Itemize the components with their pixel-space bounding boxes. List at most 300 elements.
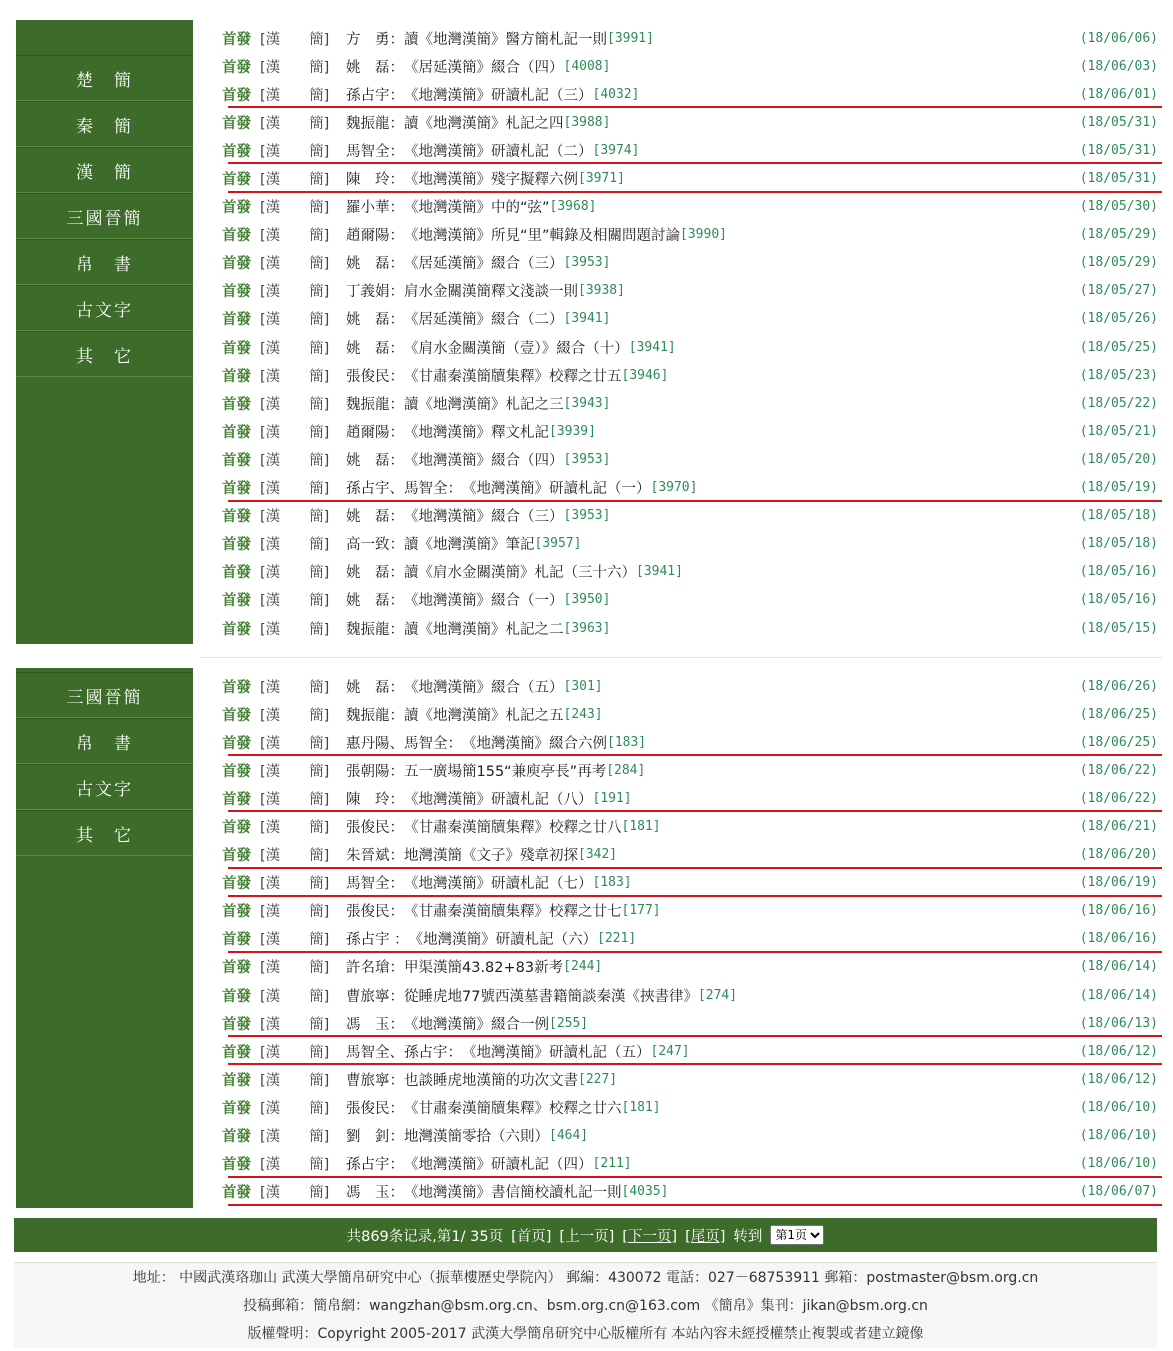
article-date: (18/05/31) [1079,171,1158,187]
article-author: 姚 磊： [346,340,404,357]
view-count: [211] [592,1156,632,1172]
view-count: [3953] [563,451,611,467]
article-title-link[interactable]: 《肩水金關漢簡（壹）》綴合（十） [404,340,629,357]
article-author: 孫占宇、馬智全： [346,481,462,498]
list-item[interactable] [222,558,1162,586]
first-tag: 首發 [222,620,251,638]
article-author: 姚 磊： [346,565,404,582]
category-tag: [漢 簡] [260,960,330,977]
list-item[interactable] [222,164,1162,192]
view-count: [243] [563,706,603,722]
sidebar-nav-item[interactable] [16,764,193,810]
article-date: (18/05/23) [1079,367,1158,383]
category-tag: [漢 簡] [260,115,330,132]
list-item[interactable] [222,136,1162,164]
article-date: (18/06/25) [1079,706,1158,722]
sidebar-nav-item[interactable] [16,101,193,147]
article-title-link[interactable]: 《地灣漢簡》研讀札記（三） [404,87,593,104]
list-item[interactable] [222,925,1162,953]
view-count: [247] [650,1043,690,1059]
article-author: 羅小華： [346,200,404,217]
article-date: (18/06/22) [1079,762,1158,778]
sidebar-nav-item[interactable] [16,718,193,764]
article-author: 張俊民： [346,368,404,385]
list-item[interactable] [222,221,1162,249]
article-date: (18/05/18) [1079,508,1158,524]
list-item[interactable] [222,530,1162,558]
article-title-link[interactable]: 《地灣漢簡》書信簡校讀札記一則 [404,1185,622,1202]
category-tag: [漢 簡] [260,679,330,696]
first-tag: 首發 [222,1015,251,1033]
article-author: 魏振龍： [346,621,404,638]
first-tag: 首發 [222,592,251,610]
list-item[interactable] [222,1065,1162,1093]
category-tag: [漢 簡] [260,228,330,245]
list-item[interactable] [222,249,1162,277]
article-title-link[interactable]: 《地灣漢簡》綴合一例 [404,1016,549,1033]
article-title-link[interactable]: 地灣漢簡《文子》殘章初探 [404,848,578,865]
article-date: (18/06/03) [1079,58,1158,74]
article-date: (18/05/16) [1079,592,1158,608]
article-list-section-2 [0,660,1173,1220]
first-tag: 首發 [222,58,251,76]
sidebar-nav-item[interactable] [16,55,193,101]
view-count: [183] [607,734,647,750]
category-tag: [漢 簡] [260,988,330,1005]
article-title-link[interactable]: 從睡虎地77號西漢墓書籍簡談秦漢《挾書律》 [404,988,698,1005]
list-item[interactable] [222,474,1162,502]
list-item[interactable] [222,1178,1162,1206]
article-title-link[interactable]: 《居延漢簡》綴合（二） [404,312,564,329]
article-author: 馬智全： [346,876,404,893]
category-tag: [漢 簡] [260,565,330,582]
first-tag: 首發 [222,762,251,780]
sidebar-nav-label: 楚 簡 [76,70,133,91]
category-tag: [漢 簡] [260,143,330,160]
article-title-link[interactable]: 《地灣漢簡》綴合（四） [404,452,564,469]
article-date: (18/06/26) [1079,678,1158,694]
goto-label: 转到 [733,1228,763,1245]
article-author: 魏振龍： [346,115,404,132]
list-item[interactable] [222,728,1162,756]
article-author: 姚 磊： [346,256,404,273]
article-date: (18/05/29) [1079,227,1158,243]
sidebar-nav-item[interactable] [16,672,193,718]
list-item[interactable] [222,333,1162,361]
first-tag: 首發 [222,790,251,808]
article-author: 陳 玲： [346,172,404,189]
list-item[interactable] [222,52,1162,80]
footer-address: 地址： 中國武漢珞珈山 武漢大學簡帛研究中心（振華樓歷史學院內） 郵編：430072 電話：027－68753911 郵箱：postmaster@bsm.org.cn [132,1270,1039,1286]
article-date: (18/06/01) [1079,86,1158,102]
article-author: 張俊民： [346,820,404,837]
category-tag: [漢 簡] [260,452,330,469]
view-count: [221] [597,931,637,947]
view-count: [4035] [621,1184,669,1200]
first-tag: 首發 [222,508,251,526]
article-author: 姚 磊： [346,59,404,76]
article-date: (18/06/14) [1079,987,1158,1003]
first-tag: 首發 [222,734,251,752]
first-tag: 首發 [222,1128,251,1146]
category-tag: [漢 簡] [260,509,330,526]
category-tag: [漢 簡] [260,424,330,441]
first-tag: 首發 [222,1099,251,1117]
article-title-link[interactable]: 讀《地灣漢簡》札記之四 [404,115,564,132]
article-date: (18/06/25) [1079,734,1158,750]
article-date: (18/06/21) [1079,819,1158,835]
article-title-link[interactable]: 《甘肅秦漢簡牘集釋》校釋之廿五 [404,368,622,385]
view-count: [3946] [621,367,669,383]
list-item[interactable] [222,389,1162,417]
article-author: 孫占宇： [346,87,404,104]
divider [0,650,1173,660]
list-item[interactable] [222,1037,1162,1065]
article-date: (18/06/19) [1079,875,1158,891]
view-count: [3953] [563,255,611,271]
article-title-link[interactable]: 五一廣場簡155“兼庾亭長”再考 [404,763,607,780]
article-author: 張俊民： [346,1100,404,1117]
category-tag: [漢 簡] [260,791,330,808]
view-count: [181] [621,819,661,835]
article-date: (18/06/16) [1079,903,1158,919]
view-count: [227] [578,1071,618,1087]
first-tag: 首發 [222,1071,251,1089]
first-tag: 首發 [222,423,251,441]
first-tag: 首發 [222,339,251,357]
list-item[interactable] [222,700,1162,728]
view-count: [3957] [534,536,582,552]
article-author: 馮 玉： [346,1185,404,1202]
first-tag: 首發 [222,367,251,385]
list-item[interactable] [222,672,1162,700]
article-author: 魏振龍： [346,707,404,724]
article-title-link[interactable]: 《地灣漢簡》中的“弦” [404,200,550,217]
sidebar-nav-item[interactable] [16,147,193,193]
first-tag: 首發 [222,30,251,48]
view-count: [3943] [563,395,611,411]
article-title-link[interactable]: 讀《地灣漢簡》醫方簡札記一則 [404,31,607,48]
category-tag: [漢 簡] [260,848,330,865]
view-count: [3968] [549,199,597,215]
article-date: (18/05/20) [1079,451,1158,467]
first-tag: 首發 [222,114,251,132]
first-tag: 首發 [222,227,251,245]
sidebar-nav-label: 古文字 [76,300,133,321]
first-tag: 首發 [222,283,251,301]
view-count: [3990] [680,227,727,243]
article-list-section-1 [0,0,1173,650]
view-count: [274] [697,987,738,1003]
first-tag: 首發 [222,875,251,893]
category-sidebar [16,20,193,644]
view-count: [3941] [628,339,676,355]
list-item[interactable] [222,981,1162,1009]
category-tag: [漢 簡] [260,876,330,893]
first-tag: 首發 [222,1184,251,1202]
view-count: [3971] [578,171,625,187]
first-tag: 首發 [222,1156,251,1174]
article-date: (18/06/07) [1079,1184,1158,1200]
list-item[interactable] [222,108,1162,136]
first-tag: 首發 [222,311,251,329]
article-author: 高一致： [346,537,404,554]
list-item[interactable] [222,361,1162,389]
view-count: [181] [621,1099,661,1115]
article-title-link[interactable]: 讀《地灣漢簡》札記之三 [404,396,564,413]
article-title-link[interactable]: 《甘肅秦漢簡牘集釋》校釋之廿八 [404,820,622,837]
article-title-link[interactable]: 《地灣漢簡》綴合（三） [404,509,564,526]
article-title-link[interactable]: 《地灣漢簡》研讀札記（四） [404,1157,593,1174]
sidebar-nav-item[interactable] [16,193,193,239]
sidebar-nav-item[interactable] [16,810,193,856]
divider-line [200,657,1162,658]
site-footer [14,1262,1157,1348]
article-author: 姚 磊： [346,452,404,469]
category-tag: [漢 簡] [260,932,330,949]
article-title-link[interactable]: 《地灣漢簡》釋文札記 [404,424,549,441]
category-tag: [漢 簡] [260,1044,330,1061]
article-author: 姚 磊： [346,509,404,526]
category-tag: [漢 簡] [260,537,330,554]
sidebar-nav-label: 古文字 [76,779,133,800]
article-date: (18/06/22) [1079,790,1158,806]
article-date: (18/05/25) [1079,339,1158,355]
category-tag: [漢 簡] [260,904,330,921]
article-author: 姚 磊： [346,593,404,610]
article-title-link[interactable]: 《地灣漢簡》所見“里”輯錄及相關問題討論 [404,228,681,245]
category-sidebar [16,668,193,1208]
list-item[interactable] [222,24,1162,52]
list-item[interactable] [222,1150,1162,1178]
list-item[interactable] [222,841,1162,869]
view-count: [3963] [563,620,611,636]
article-author: 姚 磊： [346,312,404,329]
article-author: 惠丹陽、馬智全： [346,735,462,752]
article-author: 魏振龍： [346,396,404,413]
category-tag: [漢 簡] [260,396,330,413]
view-count: [177] [621,903,661,919]
list-item[interactable] [222,897,1162,925]
list-item[interactable] [222,417,1162,445]
article-title-link[interactable]: 甲渠漢簡43.82+83新考 [404,960,564,977]
record-summary: 共869条记录,第1/ 35页 [346,1228,504,1245]
sidebar-nav-label: 帛 書 [76,254,133,275]
list-item[interactable] [222,1093,1162,1121]
article-title-link[interactable]: 讀《地灣漢簡》筆記 [404,537,535,554]
category-tag: [漢 簡] [260,284,330,301]
view-count: [464] [549,1128,589,1144]
view-count: [3988] [563,114,611,130]
view-count: [342] [578,847,618,863]
list-item[interactable] [222,586,1162,614]
first-tag: 首發 [222,480,251,498]
article-date: (18/06/16) [1079,931,1158,947]
article-date: (18/06/20) [1079,847,1158,863]
article-author: 張朝陽： [346,763,404,780]
category-tag: [漢 簡] [260,340,330,357]
article-title-link[interactable]: 《地灣漢簡》綴合六例 [462,735,607,752]
last-page-link[interactable]: [尾页] [685,1228,726,1245]
first-tag: 首發 [222,903,251,921]
category-tag: [漢 簡] [260,593,330,610]
view-count: [255] [549,1015,589,1031]
view-count: [4008] [563,58,611,74]
article-author: 劉 釗： [346,1129,404,1146]
article-author: 馬智全： [346,143,404,160]
category-tag: [漢 簡] [260,1100,330,1117]
first-tag: 首發 [222,678,251,696]
list-item[interactable] [222,953,1162,981]
list-item[interactable] [222,784,1162,812]
article-author: 朱晉斌： [346,848,404,865]
article-title-link[interactable]: 也談睡虎地漢簡的功次文書 [404,1072,578,1089]
list-item[interactable] [222,614,1162,642]
category-tag: [漢 簡] [260,200,330,217]
sidebar-nav-label: 漢 簡 [76,162,133,183]
article-title-link[interactable]: 《居延漢簡》綴合（四） [404,59,564,76]
first-tag: 首發 [222,931,251,949]
list-item[interactable] [222,277,1162,305]
article-author: 曹旅寧： [346,988,404,1005]
article-title-link[interactable]: 《地灣漢簡》研讀札記（七） [404,876,593,893]
list-item[interactable] [222,80,1162,108]
article-title-link[interactable]: 《居延漢簡》綴合（三） [404,256,564,273]
article-date: (18/06/10) [1079,1128,1158,1144]
category-tag: [漢 簡] [260,1157,330,1174]
first-tag: 首發 [222,819,251,837]
article-author: 馮 玉： [346,1016,404,1033]
category-tag: [漢 簡] [260,763,330,780]
view-count: [3970] [650,480,698,496]
category-tag: [漢 簡] [260,481,330,498]
category-tag: [漢 簡] [260,368,330,385]
view-count: [3974] [592,142,640,158]
first-tag: 首發 [222,706,251,724]
article-author: 馬智全、孫占宇： [346,1044,462,1061]
article-title-link[interactable]: 《地灣漢簡》研讀札記（五） [462,1044,651,1061]
category-tag: [漢 簡] [260,31,330,48]
page-select[interactable] [770,1225,824,1245]
category-tag: [漢 簡] [260,312,330,329]
category-tag: [漢 簡] [260,1016,330,1033]
view-count: [3941] [563,311,611,327]
category-tag: [漢 簡] [260,59,330,76]
article-title-link[interactable]: 《地灣漢簡》綴合（五） [404,679,564,696]
first-page-link[interactable]: [首页] [511,1228,552,1245]
first-tag: 首發 [222,395,251,413]
article-date: (18/05/21) [1079,423,1158,439]
article-author: 張俊民： [346,904,404,921]
first-tag: 首發 [222,171,251,189]
list-item[interactable] [222,502,1162,530]
view-count: [3938] [578,283,625,299]
article-date: (18/05/22) [1079,395,1158,411]
sidebar-nav-item[interactable] [16,331,193,377]
article-date: (18/05/16) [1079,564,1158,580]
article-title-link[interactable]: 《地灣漢簡》研讀札記（一） [462,481,651,498]
category-tag: [漢 簡] [260,707,330,724]
view-count: [4032] [592,86,640,102]
article-date: (18/05/29) [1079,255,1158,271]
view-count: [3991] [607,30,654,46]
list-item[interactable] [222,445,1162,473]
article-title-link[interactable]: 地灣漢簡零拾（六則） [404,1129,549,1146]
prev-page-link[interactable]: [上一页] [559,1228,615,1245]
list-item[interactable] [222,869,1162,897]
first-tag: 首發 [222,142,251,160]
category-tag: [漢 簡] [260,735,330,752]
article-title-link[interactable]: 《地灣漢簡》研讀札記（六） [408,932,598,949]
article-author: 孫占宇 ： [346,932,409,949]
view-count: [284] [606,762,646,778]
list-item[interactable] [222,812,1162,840]
first-tag: 首發 [222,847,251,865]
view-count: [3953] [563,508,611,524]
category-tag: [漢 簡] [260,820,330,837]
article-title-link[interactable]: 讀《肩水金關漢簡》札記（三十六） [404,565,636,582]
category-tag: [漢 簡] [260,256,330,273]
next-page-link[interactable]: [下一页] [622,1228,678,1245]
list-item[interactable] [222,305,1162,333]
article-date: (18/06/14) [1079,959,1158,975]
pagination-bar [14,1218,1157,1252]
article-author: 許名瑲： [346,960,404,977]
category-tag: [漢 簡] [260,621,330,638]
footer-copyright: 版權聲明：Copyright 2005-2017 武漢大學簡帛研究中心版權所有 本站內容未經授權禁止複製或者建立鏡像 [247,1326,924,1342]
list-item[interactable] [222,756,1162,784]
article-title-link[interactable]: 《地灣漢簡》綴合（一） [404,593,564,610]
article-title-link[interactable]: 《地灣漢簡》殘字擬釋六例 [404,172,578,189]
article-date: (18/06/12) [1079,1071,1158,1087]
article-title-link[interactable]: 《地灣漢簡》研讀札記（二） [404,143,593,160]
article-title-link[interactable]: 肩水金關漢簡釋文淺談一則 [404,284,578,301]
sidebar-nav-item[interactable] [16,285,193,331]
sidebar-nav-item[interactable] [16,239,193,285]
first-tag: 首發 [222,255,251,273]
article-date: (18/06/13) [1079,1015,1158,1031]
article-title-link[interactable]: 《地灣漢簡》研讀札記（八） [404,791,593,808]
article-author: 丁義娟： [346,284,404,301]
article-author: 趙爾陽： [346,424,404,441]
view-count: [244] [563,959,603,975]
first-tag: 首發 [222,987,251,1005]
view-count: [3950] [563,592,611,608]
article-date: (18/05/18) [1079,536,1158,552]
article-title-link[interactable]: 《甘肅秦漢簡牘集釋》校釋之廿七 [404,904,622,921]
first-tag: 首發 [222,199,251,217]
list-item[interactable] [222,1122,1162,1150]
article-author: 陳 玲： [346,791,404,808]
list-item[interactable] [222,1009,1162,1037]
article-date: (18/05/31) [1079,114,1158,130]
article-title-link[interactable]: 讀《地灣漢簡》札記之二 [404,621,564,638]
article-date: (18/05/31) [1079,142,1158,158]
view-count: [301] [563,678,603,694]
sidebar-nav-label: 其 它 [76,825,133,846]
category-tag: [漢 簡] [260,1185,330,1202]
view-count: [183] [592,875,632,891]
article-date: (18/05/15) [1079,620,1158,636]
first-tag: 首發 [222,536,251,554]
first-tag: 首發 [222,959,251,977]
article-title-link[interactable]: 讀《地灣漢簡》札記之五 [404,707,564,724]
list-item[interactable] [222,193,1162,221]
article-date: (18/06/06) [1079,30,1158,46]
sidebar-nav-label: 三國晉簡 [66,208,143,229]
category-tag: [漢 簡] [260,87,330,104]
article-title-link[interactable]: 《甘肅秦漢簡牘集釋》校釋之廿六 [404,1100,622,1117]
